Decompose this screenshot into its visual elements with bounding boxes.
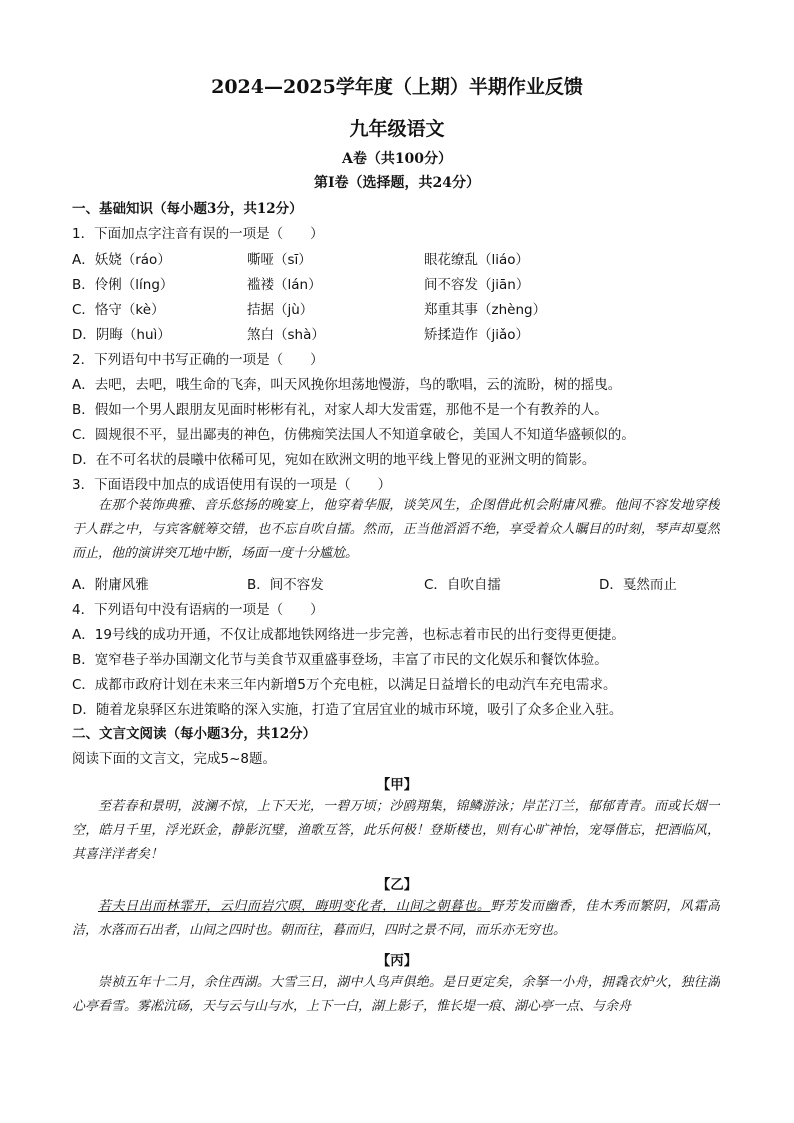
q1-option-b2: 褴褛（lán） bbox=[247, 277, 322, 293]
paper-a-title: A卷（共100分） bbox=[341, 151, 453, 167]
q2-option-d: D．在不可名状的晨曦中依稀可见，宛如在欧洲文明的地平线上瞥见的亚洲文明的简影。 bbox=[72, 452, 596, 468]
q3-option-d: D．戛然而止 bbox=[599, 577, 677, 593]
q3-option-a: A．附庸风雅 bbox=[72, 577, 149, 593]
section1-heading: 一、基础知识（每小题3分，共12分） bbox=[72, 201, 303, 217]
q4-option-c: C．成都市政府计划在未来三年内新增5万个充电桩，以满足日益增长的电动汽车充电需求。 bbox=[72, 677, 617, 693]
q1-option-d3: 矫揉造作（jiǎo） bbox=[424, 327, 530, 343]
q3-option-c: C．自吹自擂 bbox=[424, 577, 501, 593]
q3-passage: 在那个装饰典雅、音乐悠扬的晚宴上，他穿着华服，谈笑风生，企图借此机会附庸风雅。他间不容发地穿梭于人群之中，与宾客觥筹交错，也不忘自吹自擂。然而，正当他滔滔不绝，享受着众人瞩目的时刻，琴声却戛然而止，他的演讲突兀地中断，场面一度十分尴尬。 bbox=[72, 498, 720, 561]
q1-option-b3: 间不容发（jiān） bbox=[424, 277, 530, 293]
passage-yi-underlined: 若夫日出而林霏开，云归而岩穴暝，晦明变化者，山间之朝暮也。 bbox=[98, 899, 491, 914]
q1-option-a1: A．妖娆（ráo） bbox=[72, 252, 171, 268]
q4-option-b: B．宽窄巷子举办国潮文化节与美食节双重盛事登场，丰富了市民的文化娱乐和餐饮体验。 bbox=[72, 652, 608, 668]
q4-option-a: A．19号线的成功开通，不仅让成都地铁网络进一步完善，也标志着市民的出行变得更便捷。 bbox=[72, 627, 625, 643]
q1-option-c2: 拮据（jù） bbox=[247, 302, 314, 318]
q1-option-d2: 煞白（shà） bbox=[247, 327, 325, 343]
passage-yi-rest: 野芳发而幽香，佳木秀而繁阴，风霜高洁，水落而石出者，山间之四时也。朝而往，暮而归，四时之景不同，而乐亦无穷也。 bbox=[72, 899, 720, 938]
q1-option-c3: 郑重其事（zhèng） bbox=[424, 302, 547, 318]
q3-option-b: B．间不容发 bbox=[247, 577, 324, 593]
q4-option-d: D．随着龙泉驿区东进策略的深入实施，打造了宜居宜业的城市环境，吸引了众多企业入驻。 bbox=[72, 702, 623, 718]
passage-yi-text bbox=[72, 895, 720, 943]
subject-title: 九年级语文 bbox=[349, 118, 445, 140]
q3-stem: 3．下面语段中加点的成语使用有误的一项是（ ） bbox=[72, 477, 392, 493]
q1-option-d1: D．阴晦（huì） bbox=[72, 327, 171, 343]
passage-bing-text: 崇祯五年十二月，余住西湖。大雪三日，湖中人鸟声俱绝。是日更定矣，余拏一小舟，拥毳衣炉火，独往湖心亭看雪。雾凇沆砀，天与云与山与水，上下一白，湖上影子，惟长堤一痕、湖心亭一点、与余舟 bbox=[72, 975, 720, 1014]
q1-option-a3: 眼花缭乱（liáo） bbox=[424, 252, 530, 268]
volume-title: 第Ⅰ卷（选择题，共24分） bbox=[313, 175, 481, 191]
passage-yi-tag: 【乙】 bbox=[376, 877, 418, 893]
passage-jia-tag: 【甲】 bbox=[376, 777, 418, 793]
q4-stem: 4．下列语句中没有语病的一项是（ ） bbox=[72, 602, 324, 618]
passage-bing-tag: 【丙】 bbox=[376, 953, 418, 969]
q2-option-a: A．去吧，去吧，哦生命的飞奔，叫天风挽你坦荡地慢游，鸟的歌唱，云的流盼，树的摇曳。 bbox=[72, 377, 622, 393]
q1-option-b1: B．伶俐（líng） bbox=[72, 277, 174, 293]
q1-option-a2: 嘶哑（sī） bbox=[247, 252, 312, 268]
q2-option-c: C．圆规很不平，显出鄙夷的神色，仿佛痴笑法国人不知道拿破仑，美国人不知道华盛顿似的。 bbox=[72, 427, 635, 443]
q2-stem: 2．下列语句中书写正确的一项是（ ） bbox=[72, 352, 324, 368]
q1-option-c1: C．恪守（kè） bbox=[72, 302, 165, 318]
exam-title: 2024—2025学年度（上期）半期作业反馈 bbox=[211, 76, 583, 98]
section2-heading: 二、文言文阅读（每小题3分，共12分） bbox=[72, 726, 317, 742]
q1-stem: 1．下面加点字注音有误的一项是（ ） bbox=[72, 226, 324, 242]
passage-jia-text: 至若春和景明，波澜不惊，上下天光，一碧万顷；沙鸥翔集，锦鳞游泳；岸芷汀兰，郁郁青青。而或长烟一空，皓月千里，浮光跃金，静影沉璧，渔歌互答，此乐何极！登斯楼也，则有心旷神怡，宠辱偕忘，把酒临风，其喜洋洋者矣！ bbox=[72, 799, 720, 862]
q2-option-b: B．假如一个男人跟朋友见面时彬彬有礼，对家人却大发雷霆，那他不是一个有教养的人。 bbox=[72, 402, 608, 418]
section2-intro: 阅读下面的文言文，完成5~8题。 bbox=[72, 751, 276, 767]
